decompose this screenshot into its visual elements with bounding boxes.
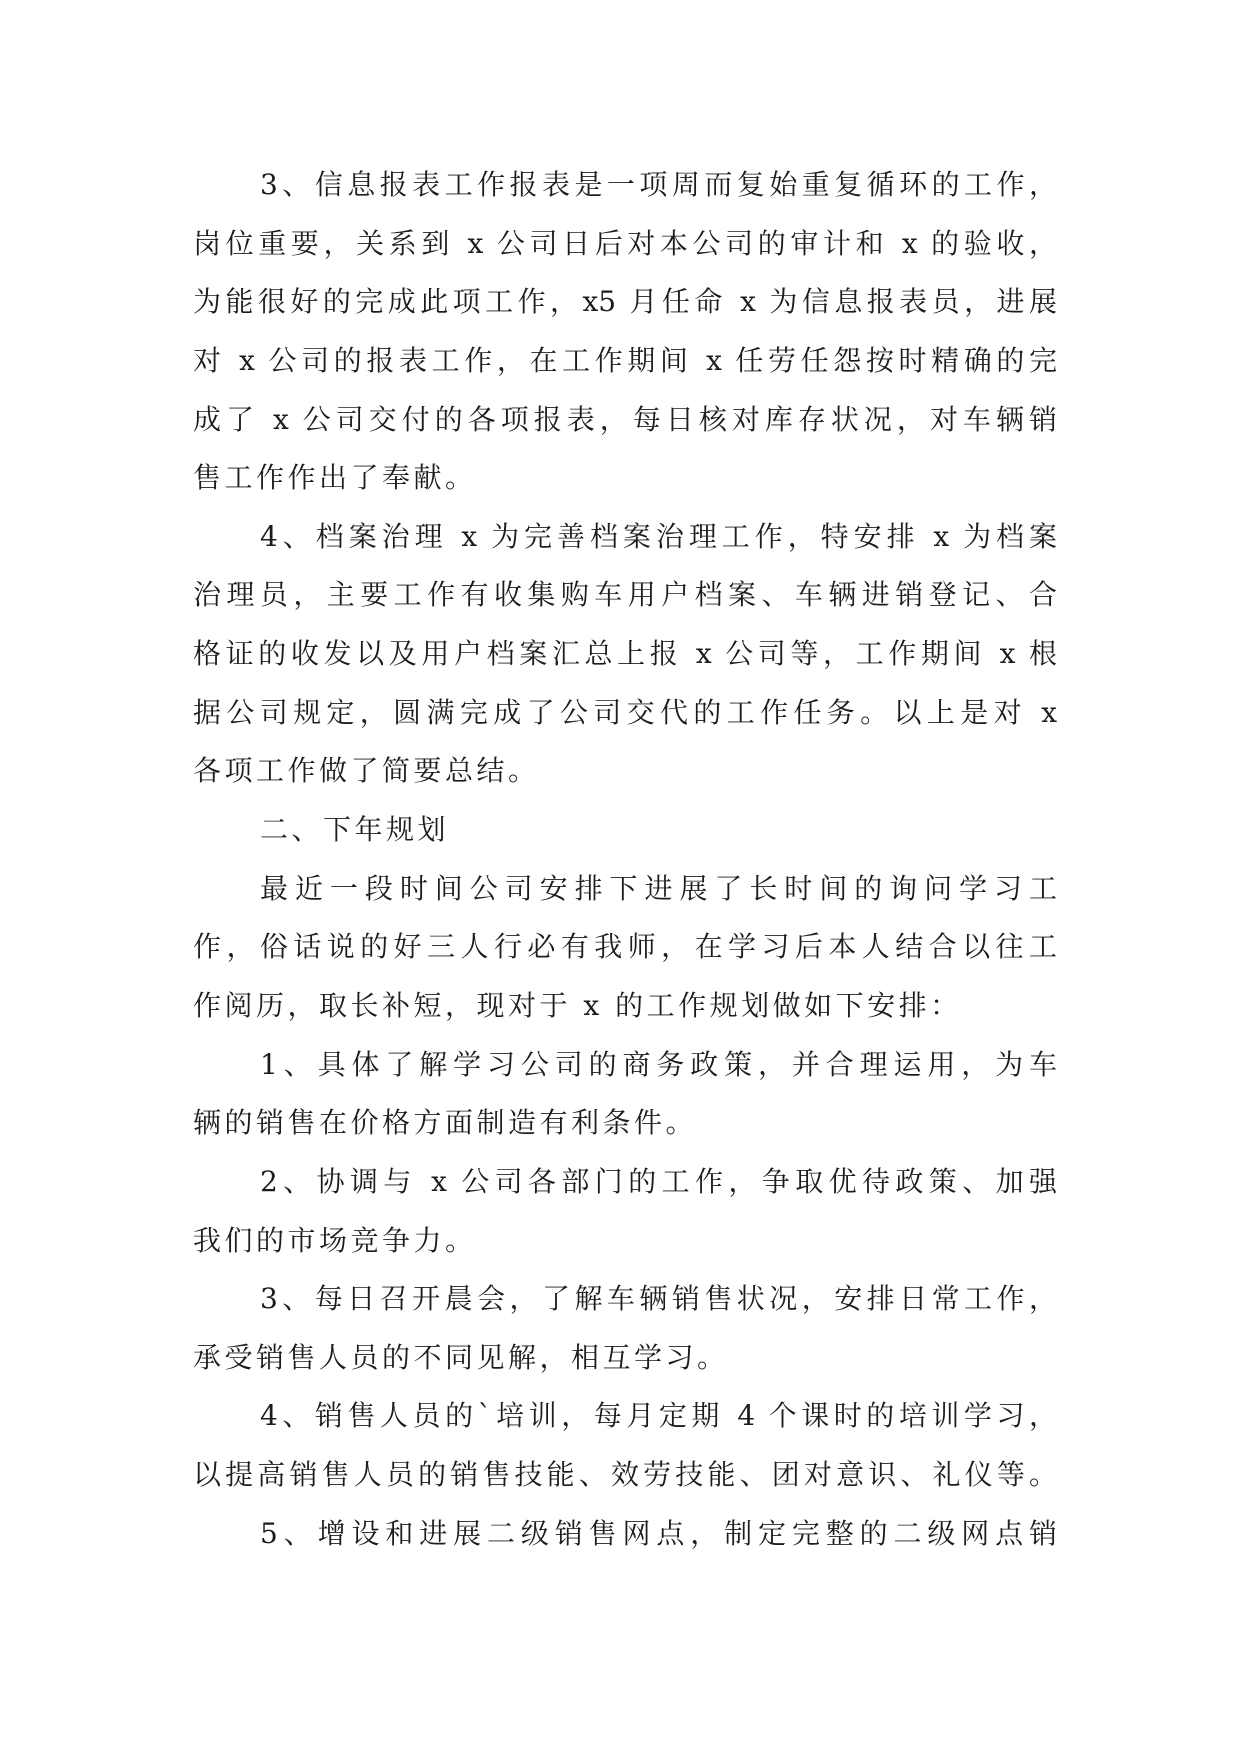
paragraph-line: 辆的销售在价格方面制造有利条件。 [193,1106,698,1140]
paragraph-plan-item-2 [193,1153,1057,1270]
paragraph-line: 格证的收发以及用户档案汇总上报 x 公司等，工作期间 x 根 [193,637,1057,671]
paragraph-line: 作阅历，取长补短，现对于 x 的工作规划做如下安排： [193,988,962,1022]
paragraph-line: 承受销售人员的不同见解，相互学习。 [193,1340,729,1374]
paragraph-plan-item-1 [193,1036,1057,1153]
paragraph-line: 1、具体了解学习公司的商务政策，并合理运用，为车 [260,1047,1057,1081]
paragraph-line: 3、每日召开晨会，了解车辆销售状况，安排日常工作， [260,1282,1057,1316]
paragraph-line: 5、增设和进展二级销售网点，制定完整的二级网点销 [260,1516,1057,1550]
paragraph-line: 3、信息报表工作报表是一项周而复始重复循环的工作， [260,168,1057,201]
paragraph-line: 据公司规定，圆满完成了公司交代的工作任务。以上是对 x [193,695,1057,729]
section-heading: 二、下年规划 [260,813,450,847]
paragraph-plan-intro [193,860,1057,1036]
paragraph-line: 各项工作做了简要总结。 [193,754,540,788]
paragraph-line: 4、销售人员的`培训，每月定期 4 个课时的培训学习， [260,1399,1057,1433]
paragraph-line: 最近一段时间公司安排下进展了长时间的询问学习工 [260,871,1057,905]
paragraph-line: 售工作作出了奉献。 [193,461,477,495]
paragraph-line: 对 x 公司的报表工作，在工作期间 x 任劳任怨按时精确的完 [193,343,1057,377]
document-body [193,156,1057,1563]
paragraph-archive-management [193,508,1057,801]
paragraph-line: 4、档案治理 x 为完善档案治理工作，特安排 x 为档案 [260,519,1057,553]
paragraph-line: 以提高销售人员的销售技能、效劳技能、团对意识、礼仪等。 [193,1458,1057,1492]
paragraph-line: 成了 x 公司交付的各项报表，每日核对库存状况，对车辆销 [193,402,1057,436]
paragraph-plan-item-3 [193,1270,1057,1387]
paragraph-line: 岗位重要，关系到 x 公司日后对本公司的审计和 x 的验收， [193,226,1057,260]
paragraph-line: 2、协调与 x 公司各部门的工作，争取优待政策、加强 [260,1164,1057,1198]
paragraph-plan-item-5 [193,1505,1057,1564]
paragraph-line: 作，俗话说的好三人行必有我师，在学习后本人结合以往工 [193,930,1057,964]
paragraph-line: 我们的市场竞争力。 [193,1223,477,1257]
paragraph-info-reports [193,156,1057,508]
paragraph-line: 治理员，主要工作有收集购车用户档案、车辆进销登记、合 [193,578,1057,612]
paragraph-plan-item-4 [193,1387,1057,1504]
paragraph-line: 为能很好的完成此项工作，x5 月任命 x 为信息报表员，进展 [193,285,1057,319]
